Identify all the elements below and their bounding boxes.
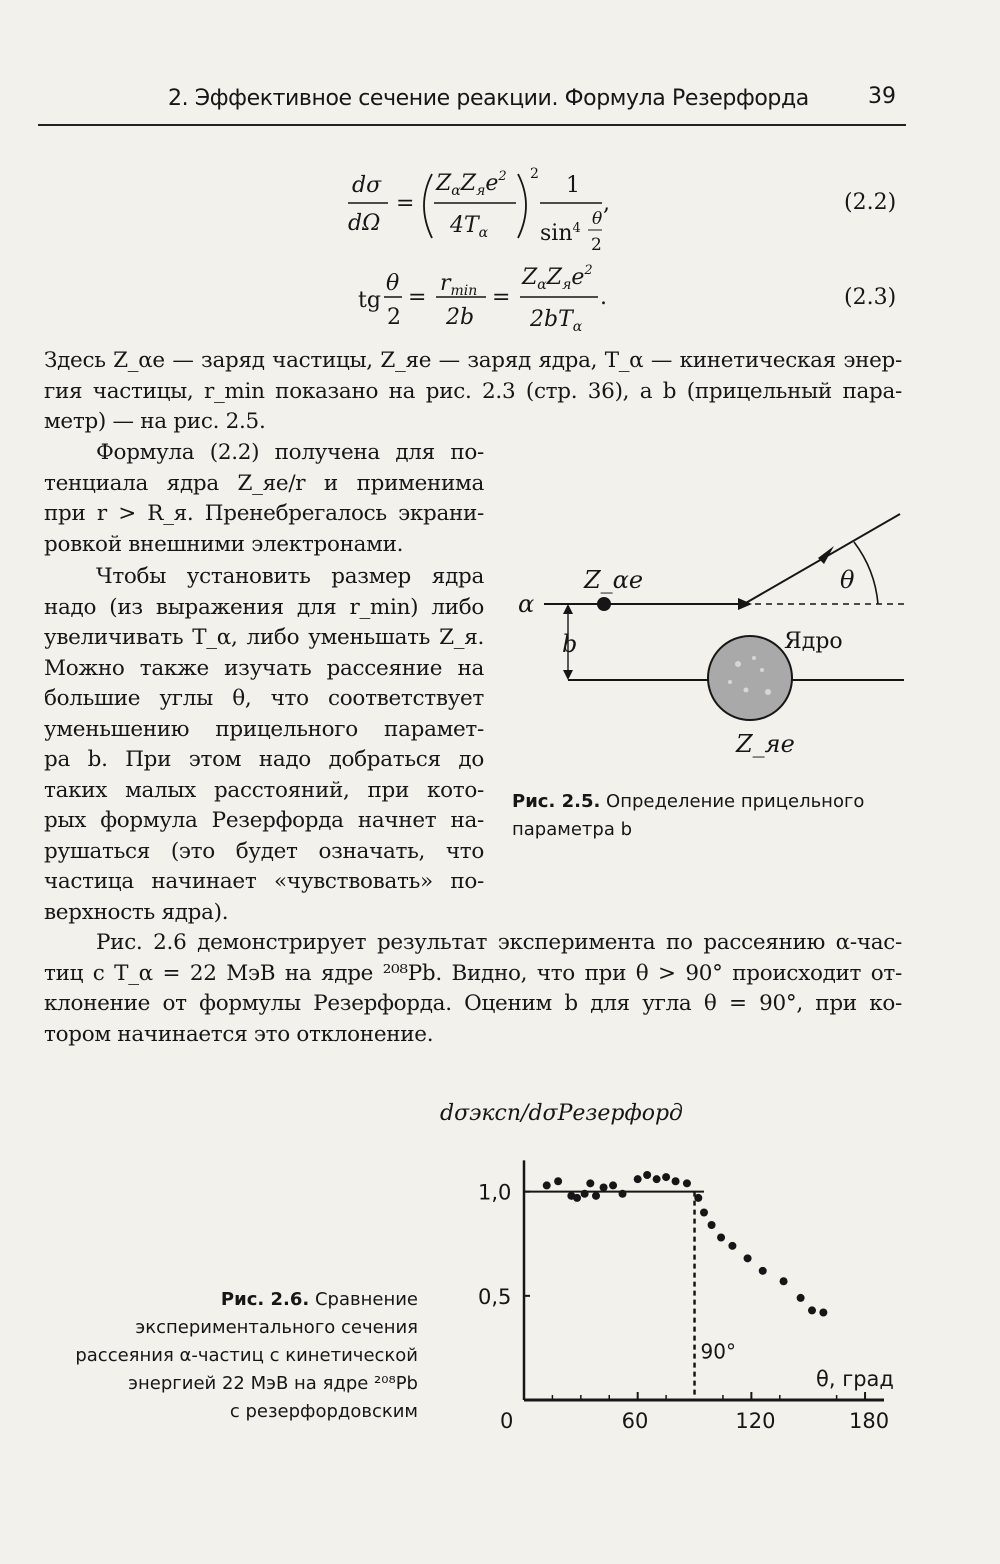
- caption-text: Определение прицельного: [606, 791, 865, 812]
- data-point: [619, 1190, 627, 1198]
- svg-text:rmin: $r_{min}$: [440, 271, 478, 299]
- text-line: тенциала ядра Z_яe/r и применима: [44, 470, 484, 496]
- text-line: Чтобы установить размер ядра: [96, 564, 484, 589]
- header-rule: [38, 124, 906, 126]
- data-point: [708, 1221, 716, 1229]
- caption-number: Рис. 2.5.: [512, 791, 601, 812]
- data-point: [694, 1194, 702, 1202]
- equation-2-2: [340, 160, 640, 270]
- svg-text:4Tα: $4T_\alpha$: [450, 213, 489, 241]
- data-point: [683, 1179, 691, 1187]
- data-point: [700, 1209, 708, 1217]
- y-tick-label: 1,0: [478, 1180, 512, 1205]
- data-point: [643, 1171, 651, 1179]
- text-line: таких малых расстояний, при кото-: [44, 777, 484, 803]
- equation-2-3-number: (2.3): [844, 285, 897, 310]
- text-line: рушаться (это будет означать, что: [44, 838, 484, 864]
- data-point: [797, 1294, 805, 1302]
- svg-text:.: .: [600, 285, 607, 310]
- svg-text:θ: θ: [386, 271, 400, 296]
- paragraph-2: [44, 438, 484, 560]
- caption-text: параметра b: [512, 819, 632, 840]
- text-line: большие углы θ, что соответствует: [44, 686, 484, 711]
- text-line: рых формула Резерфорда начнет на-: [44, 808, 484, 833]
- figure-2-6-caption: [40, 1286, 418, 1426]
- svg-text:dΩ: dΩ: [348, 211, 381, 236]
- svg-text:=: =: [396, 191, 415, 216]
- label-particle-charge: Z_αe: [584, 566, 644, 594]
- text-line: Можно также изучать рассеяние на: [44, 655, 484, 681]
- figure-2-5: [500, 500, 910, 780]
- data-point: [808, 1306, 816, 1314]
- data-point: [609, 1181, 617, 1189]
- text-line: увеличивать T_α, либо уменьшать Z_я.: [44, 625, 484, 650]
- figure-2-5-caption: [512, 788, 902, 844]
- data-point: [819, 1309, 827, 1317]
- paragraph-4: [44, 928, 902, 1050]
- data-point: [573, 1194, 581, 1202]
- text-line: гия частицы, r_min показано на рис. 2.3 (стр. 36), а b (прицельный пара-: [44, 378, 902, 404]
- data-point: [717, 1234, 725, 1242]
- svg-text:sin4: $\sin^4$: [540, 221, 581, 246]
- text-line: Рис. 2.6 демонстрирует результат эксперимента по рассеянию α-час-: [96, 930, 902, 955]
- svg-text:=: =: [408, 285, 427, 310]
- data-point: [780, 1277, 788, 1285]
- data-point: [581, 1190, 589, 1198]
- label-theta: θ: [840, 566, 855, 594]
- svg-text:2b: 2b: [446, 305, 475, 330]
- text-line: тиц с T_α = 22 МэВ на ядре ²⁰⁸Pb. Видно, что при θ > 90° происходит от-: [44, 960, 902, 986]
- text-line: ра b. При этом надо добраться до: [44, 747, 484, 772]
- caption-text: экспериментального сечения: [135, 1317, 418, 1338]
- data-point: [759, 1267, 767, 1275]
- caption-number: Рис. 2.6.: [220, 1289, 310, 1310]
- text-line: верхность ядра).: [44, 899, 229, 925]
- data-point: [592, 1192, 600, 1200]
- label-alpha: α: [518, 590, 535, 618]
- label-b: b: [562, 630, 578, 658]
- equation-2-3: [358, 262, 638, 342]
- label-nucleus-charge: Z_яe: [736, 730, 795, 758]
- data-point: [634, 1175, 642, 1183]
- svg-text:2bTα: $2bT_\alpha$: [530, 307, 583, 335]
- data-point: [672, 1177, 680, 1185]
- data-point: [653, 1175, 661, 1183]
- svg-text:2: 2: [530, 166, 539, 182]
- caption-text: энергией 22 МэВ на ядре ²⁰⁸Pb: [128, 1373, 418, 1394]
- data-point: [586, 1179, 594, 1187]
- x-tick-label: 0: [500, 1409, 514, 1433]
- data-point: [744, 1254, 752, 1262]
- y-tick-label: 0,5: [478, 1284, 512, 1309]
- data-point: [600, 1184, 608, 1192]
- svg-text:θ: θ: [592, 209, 603, 229]
- svg-text:1: 1: [566, 173, 580, 198]
- paragraph-1: [44, 346, 902, 438]
- text-line: ровкой внешними электронами.: [44, 531, 404, 557]
- text-line: метр) — на рис. 2.5.: [44, 409, 266, 434]
- x-tick-label: 60: [621, 1409, 649, 1433]
- page-number: 39: [868, 84, 896, 109]
- x-axis-label: θ, град: [816, 1367, 894, 1391]
- data-point: [543, 1181, 551, 1189]
- svg-text:2: 2: [387, 305, 401, 330]
- svg-text:=: =: [492, 285, 511, 310]
- text-line: клонение от формулы Резерфорда. Оценим b для угла θ = 90°, при ко-: [44, 991, 902, 1016]
- chart-ticks: [478, 1181, 889, 1433]
- running-title: 2. Эффективное сечение реакции. Формула Резерфорда: [168, 86, 809, 111]
- label-nucleus: Ядро: [784, 629, 843, 654]
- svg-text:ZαZяe2: $Z_\alpha Z_яe^2$: [522, 263, 593, 293]
- svg-text:,: ,: [603, 191, 610, 216]
- paragraph-3: [44, 562, 484, 928]
- svg-text:ZαZяe2: $Z_\alpha Z_яe^2$: [436, 169, 507, 199]
- svg-text:2: 2: [591, 235, 602, 255]
- x-tick-label: 180: [849, 1409, 890, 1433]
- chart-title: dσэксп/dσРезерфорд: [440, 1101, 683, 1126]
- text-line: при r > R_я. Пренебрегалось экрани-: [44, 501, 484, 526]
- chart-points: [543, 1171, 828, 1317]
- x-tick-label: 120: [735, 1409, 776, 1433]
- caption-text: рассеяния α-частиц с кинетической: [75, 1345, 418, 1366]
- text-line: уменьшению прицельного парамет-: [44, 716, 484, 742]
- text-line: надо (из выражения для r_min) либо: [44, 594, 484, 620]
- equation-2-2-number: (2.2): [844, 190, 897, 215]
- data-point: [728, 1242, 736, 1250]
- text-line: частица начинает «чувствовать» по-: [44, 869, 484, 894]
- svg-text:dσ: dσ: [352, 173, 382, 198]
- data-point: [662, 1173, 670, 1181]
- text-line: Здесь Z_αe — заряд частицы, Z_яe — заряд ядра, T_α — кинетическая энер-: [44, 348, 902, 373]
- svg-text:tg: tg: [358, 288, 381, 313]
- text-line: Формула (2.2) получена для по-: [96, 440, 484, 465]
- text-line: тором начинается это отклонение.: [44, 1021, 434, 1047]
- caption-text: Сравнение: [314, 1289, 418, 1310]
- caption-text: с резерфордовским: [229, 1401, 418, 1422]
- figure-2-6-chart: [430, 1090, 910, 1440]
- angle-marker-label: 90°: [700, 1339, 736, 1364]
- data-point: [554, 1177, 562, 1185]
